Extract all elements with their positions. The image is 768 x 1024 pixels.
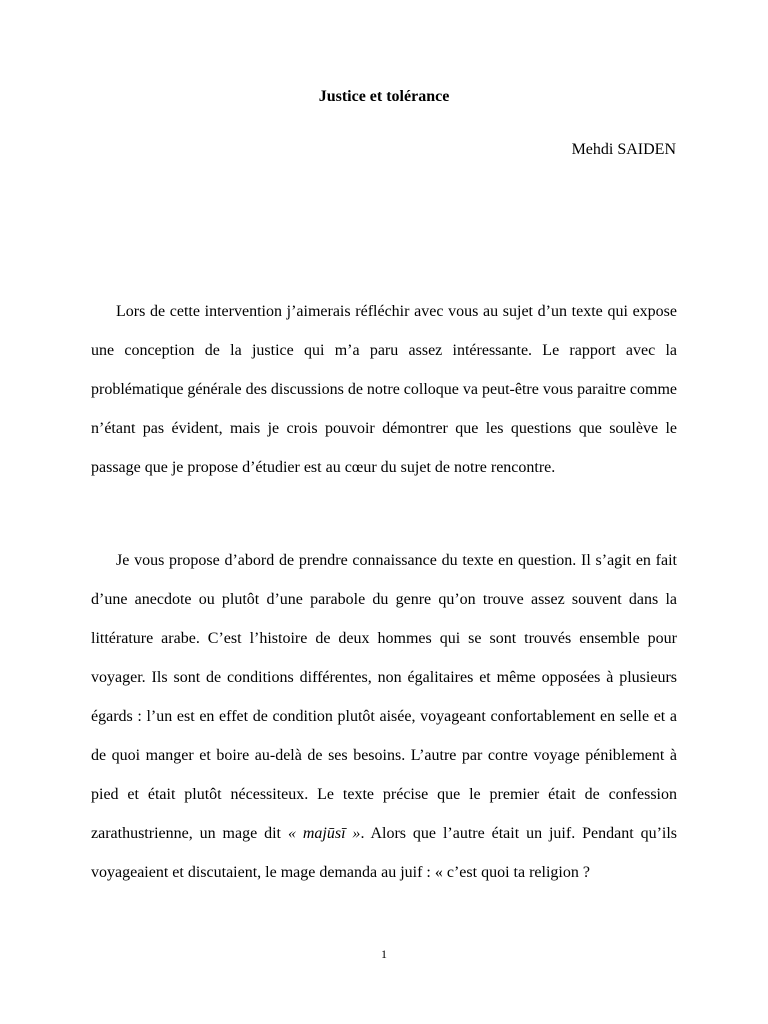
paragraph-text-main: Je vous propose d’abord de prendre connaissance du texte en question. Il s’agit en fait d’une anecdote ou plutôt d’une parabole du genre qu’on trouve assez souvent dans la littérature arabe. C’est l’histoire de deux hommes qui se sont trouvés ensemble pour voyager. Ils sont de conditions différentes, non égalitaires et même opposées à plusieurs égards : l’un est en effet de condition plutôt aisée, voyageant confortablement en selle et a de quoi manger et boire au-delà de ses besoins. L’autre par contre voyage péniblement à pied et était plutôt nécessiteux. Le texte précise que le premier était de confession zarathustrienne, un mage dit bbox=[91, 552, 677, 842]
body-paragraph-2 bbox=[91, 541, 677, 892]
italic-term: « majūsī » bbox=[287, 825, 361, 842]
page-number: 1 bbox=[381, 947, 387, 961]
paragraph-text bbox=[91, 541, 677, 892]
paragraph-text: Lors de cette intervention j’aimerais réfléchir avec vous au sujet d’un texte qui expose une conception de la justice qui m’a paru assez intéressante. Le rapport avec la problématique générale des discussions de notre colloque va peut-être vous paraitre comme n’étant pas évident, mais je crois pouvoir démontrer que les questions que soulève le passage que je propose d’étudier est au cœur du sujet de notre rencontre. bbox=[91, 303, 678, 476]
author-name: Mehdi SAIDEN bbox=[571, 141, 676, 158]
paragraph-text-tail: . Alors que l’autre était un juif. Pendant qu’ils voyageaient et discutaient, le mage demanda au juif : « c’est quoi ta religion ? bbox=[91, 825, 678, 881]
document-title: Justice et tolérance bbox=[318, 88, 450, 105]
body-paragraph-1 bbox=[91, 292, 677, 487]
